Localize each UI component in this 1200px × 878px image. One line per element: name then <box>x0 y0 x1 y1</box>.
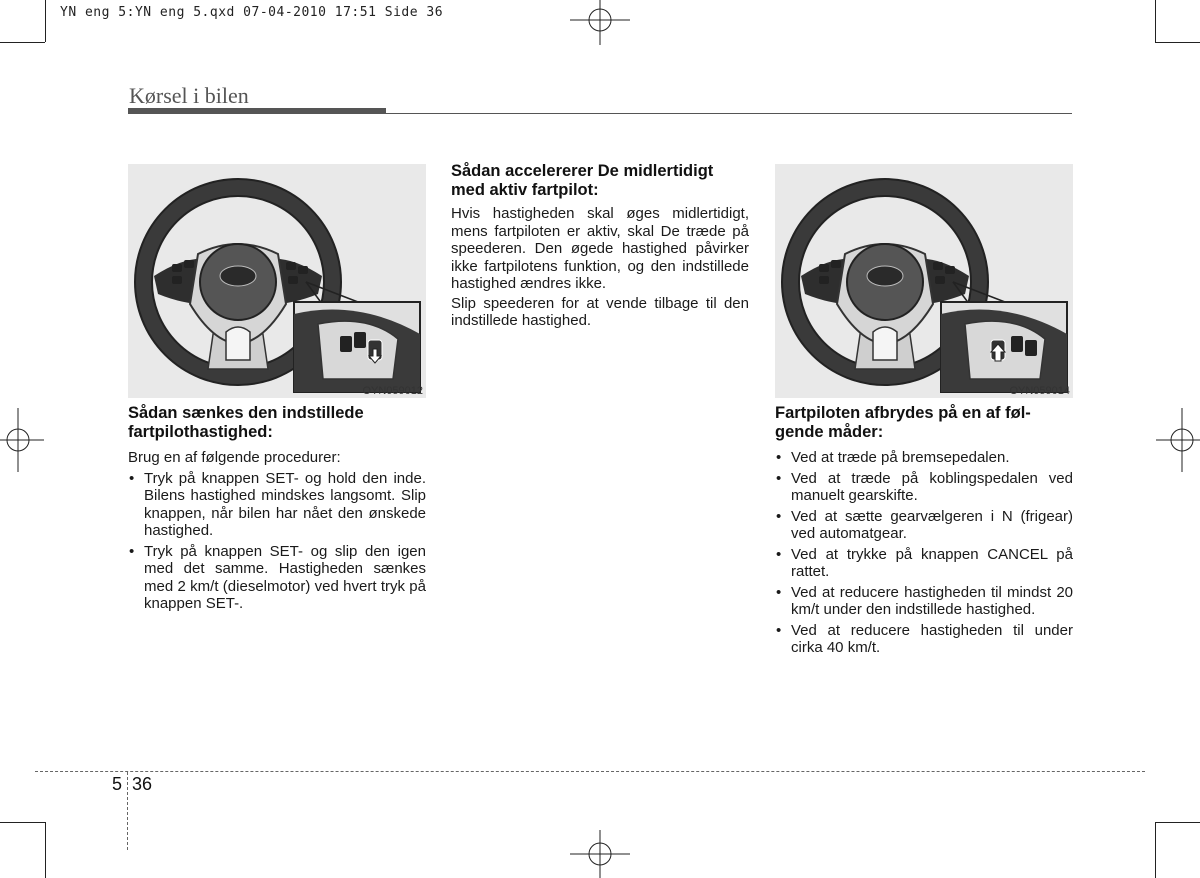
list-item: • Ved at sætte gearvælgeren i N (frigear) ved automatgear. <box>776 507 1073 542</box>
page-number: 36 <box>132 774 153 794</box>
crop-mark <box>0 42 45 43</box>
heading-decrease-speed: Sådan sænkes den indstillede fartpilothastighed: <box>128 404 364 441</box>
figure-code: OYN059014 <box>1009 385 1070 397</box>
cancel-list <box>775 449 1073 657</box>
decrease-list <box>128 470 426 613</box>
middle-column <box>451 162 749 330</box>
left-column <box>128 404 426 616</box>
steering-wheel-icon <box>128 164 426 398</box>
crop-mark <box>45 0 46 42</box>
crop-mark <box>1155 822 1156 878</box>
list-item: • Ved at reducere hastigheden til under cirka 40 km/t. <box>776 621 1073 656</box>
list-item: • Tryk på knappen SET- og slip den igen med det samme. Hastigheden sænkes med 2 km/t (dieselmotor) ved hvert tryk på knappen SET-. <box>129 542 426 612</box>
figure-code: OYN059012 <box>362 385 423 397</box>
crop-mark <box>1155 42 1200 43</box>
accelerate-paragraph: Hvis hastigheden skal øges midlertidigt, mens fartpiloten er aktiv, skal De træde på speederen. Den øgede hastighed påvirker ikke fartpilotens funktion, og den indstillede hastighed ændres ikke. <box>451 205 749 292</box>
steering-wheel-figure-right <box>775 164 1073 398</box>
registration-mark-icon <box>570 830 630 878</box>
intro-text: Brug en af følgende procedurer: <box>128 449 341 466</box>
crop-mark <box>0 822 45 823</box>
steering-wheel-figure-left <box>128 164 426 398</box>
footer-divider <box>127 772 128 850</box>
header-rule-thin <box>386 113 1072 114</box>
steering-wheel-icon <box>775 164 1073 398</box>
heading-accelerate: Sådan accelererer De midlertidigt med aktiv fartpilot: <box>451 162 714 199</box>
registration-mark-icon <box>0 408 44 472</box>
release-paragraph: Slip speederen for at vende tilbage til den indstillede hastighed. <box>451 294 749 329</box>
list-item: • Ved at træde på koblingspedalen ved manuelt gearskifte. <box>776 469 1073 504</box>
section-title: Kørsel i bilen <box>129 83 249 108</box>
right-column <box>775 404 1073 660</box>
print-slug: YN eng 5:YN eng 5.qxd 07-04-2010 17:51 Side 36 <box>60 5 444 20</box>
registration-mark-icon <box>570 0 630 45</box>
crop-mark <box>45 822 46 878</box>
chapter-number: 5 <box>112 774 123 794</box>
list-item: • Ved at træde på bremsepedalen. <box>776 449 1010 466</box>
heading-cancel: Fartpiloten afbrydes på en af følgende måder: <box>775 404 1031 441</box>
header-rule-thick <box>128 108 386 114</box>
list-item: • Ved at trykke på knappen CANCEL på rattet. <box>776 545 1073 580</box>
crop-mark <box>1155 0 1156 42</box>
registration-mark-icon <box>1156 408 1200 472</box>
list-item: • Tryk på knappen SET- og hold den inde. Bilens hastighed mindskes langsomt. Slip knappen, når bilen har nået den ønskede hastighed. <box>129 469 426 539</box>
crop-mark <box>1155 822 1200 823</box>
footer-rule <box>35 771 1145 772</box>
list-item: • Ved at reducere hastigheden til mindst 20 km/t under den indstillede hastighed. <box>776 583 1073 618</box>
